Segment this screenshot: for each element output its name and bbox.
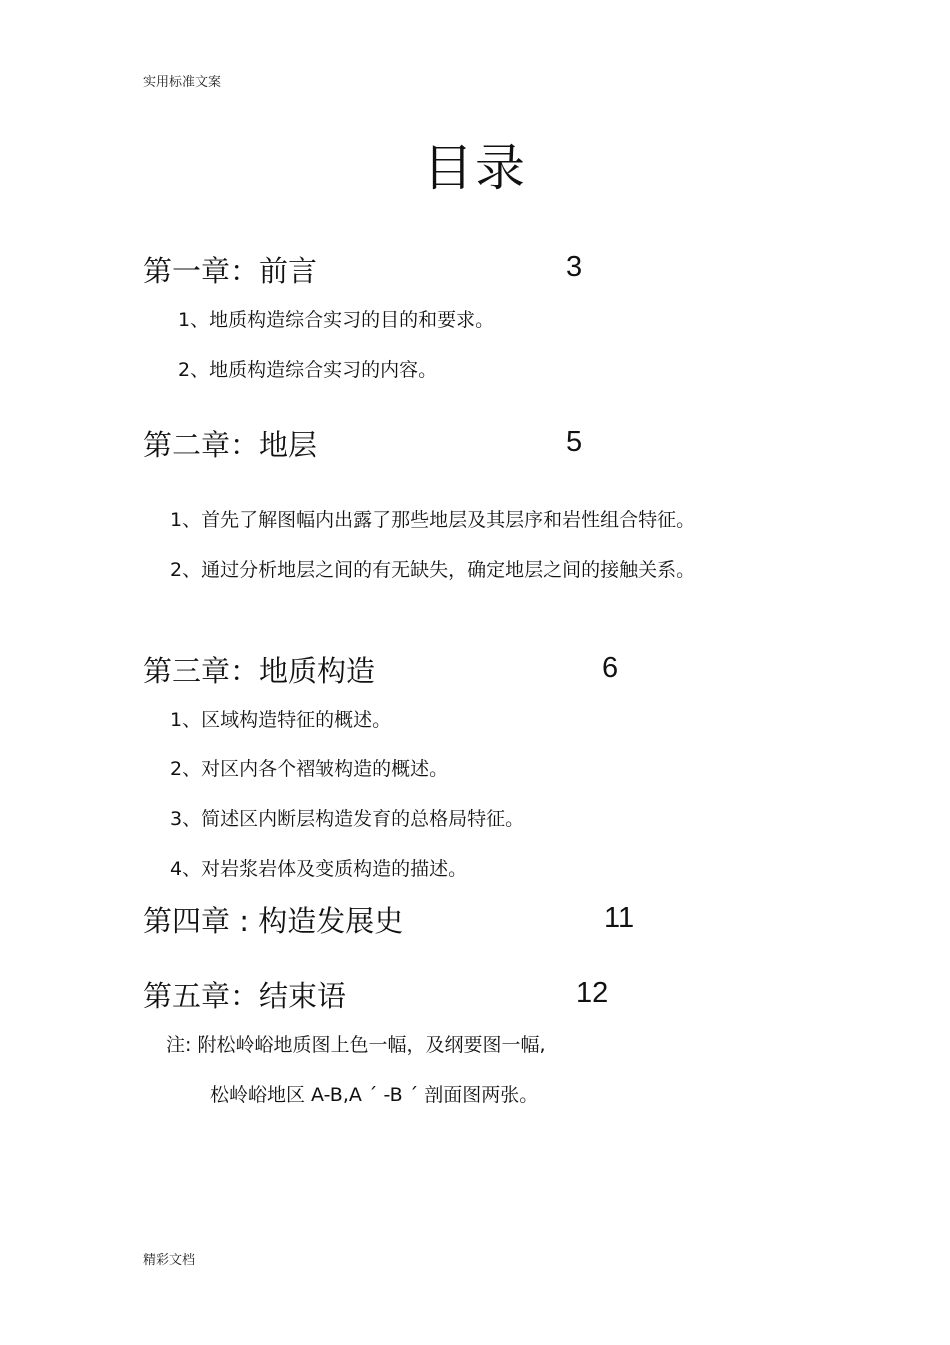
chapter-1-item-2: 2、地质构造综合实习的内容。 <box>178 359 438 381</box>
note-line-1: 注: 附松岭峪地质图上色一幅，及纲要图一幅, <box>166 1034 546 1056</box>
chapter-2-page-number: 5 <box>566 426 583 458</box>
chapter-4-page-number: 11 <box>604 902 635 934</box>
chapter-3-item-4: 4、对岩浆岩体及变质构造的描述。 <box>170 858 468 880</box>
chapter-5-page-number: 12 <box>576 977 609 1009</box>
chapter-3-item-2: 2、对区内各个褶皱构造的概述。 <box>170 758 449 780</box>
chapter-3-item-3: 3、简述区内断层构造发育的总格局特征。 <box>170 808 525 830</box>
page-title: 目录 <box>423 139 527 197</box>
chapter-1-page-number: 3 <box>566 251 583 283</box>
chapter-1-item-1: 1、地质构造综合实习的目的和要求。 <box>178 309 495 331</box>
chapter-4-title: 第四章 : 构造发展史 <box>143 904 404 938</box>
chapter-2-item-1: 1、首先了解图幅内出露了那些地层及其层序和岩性组合特征。 <box>170 509 696 531</box>
page-footer: 精彩文档 <box>143 1253 196 1268</box>
chapter-5-title: 第五章：结束语 <box>143 979 347 1013</box>
chapter-1-title: 第一章：前言 <box>143 254 318 288</box>
chapter-3-page-number: 6 <box>602 652 619 684</box>
chapter-2-title: 第二章：地层 <box>143 428 318 462</box>
chapter-2-item-2: 2、通过分析地层之间的有无缺失，确定地层之间的接触关系。 <box>170 559 696 581</box>
chapter-3-item-1: 1、区域构造特征的概述。 <box>170 709 392 731</box>
chapter-3-title: 第三章：地质构造 <box>143 654 376 688</box>
page-header: 实用标准文案 <box>143 75 222 90</box>
note-line-2: 松岭峪地区 A-B,A ˊ -B ˊ 剖面图两张。 <box>210 1084 539 1106</box>
